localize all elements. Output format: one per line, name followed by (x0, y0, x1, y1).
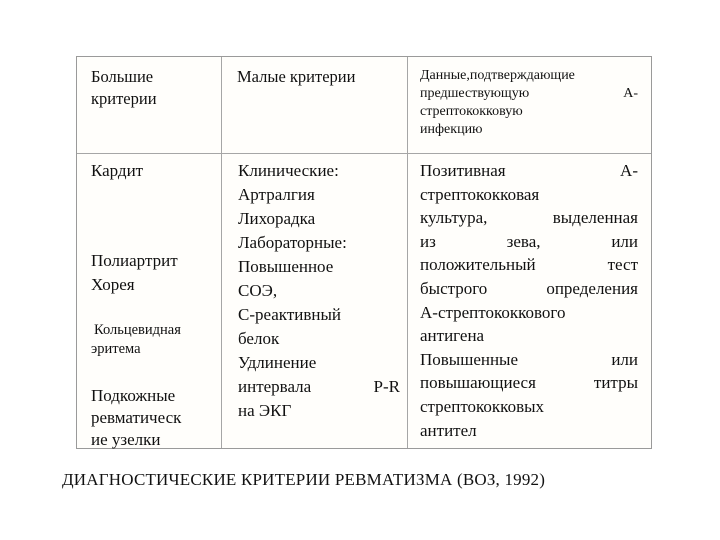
header-evidence-line: инфекцию (420, 122, 483, 137)
evidence-item: А-стрептококкового (420, 302, 566, 322)
minor-criteria-list (238, 159, 400, 423)
major-erythema-line: эритема (91, 341, 141, 357)
evidence-list (420, 159, 638, 442)
header-minor-criteria: Малые критерии (237, 67, 356, 86)
minor-item: Лихорадка (238, 209, 316, 228)
minor-item: СОЭ, (238, 281, 278, 300)
header-evidence-line: Данные,подтверждающие (420, 68, 575, 83)
page-caption: ДИАГНОСТИЧЕСКИЕ КРИТЕРИИ РЕВМАТИЗМА (ВОЗ, 1992) (62, 470, 546, 489)
header-major-criteria (91, 66, 217, 110)
evidence-item: быстрого определения (420, 278, 638, 298)
major-nodules (91, 385, 217, 451)
header-evidence-line: предшествующую А- (420, 86, 638, 101)
evidence-item: Позитивная А- (420, 161, 638, 180)
header-evidence (420, 67, 638, 139)
minor-item: Удлинение (238, 353, 317, 372)
major-erythema-line: Кольцевидная (94, 322, 181, 338)
evidence-item: положительный тест (420, 255, 638, 275)
major-nodules-line: Подкожные (91, 386, 176, 405)
major-carditis: Кардит (91, 161, 144, 180)
major-polyarthritis: Полиартрит (91, 251, 178, 270)
minor-item: Лабораторные: (238, 233, 347, 252)
major-nodules-line: ие узелки (91, 430, 161, 449)
criteria-table (76, 56, 652, 449)
minor-item: Повышенное (238, 257, 334, 276)
evidence-item: повышающиеся титры (420, 373, 638, 393)
header-major-line: критерии (91, 89, 157, 108)
minor-item: на ЭКГ (238, 401, 292, 420)
header-evidence-line: стрептококковую (420, 104, 523, 119)
evidence-item: стрептококковая (420, 184, 540, 204)
evidence-item: культура, выделенная (420, 208, 638, 228)
evidence-item: стрептококковых (420, 396, 545, 416)
minor-item: интервала P-R (238, 377, 400, 396)
minor-item: Клинические: (238, 161, 339, 180)
minor-item: белок (238, 329, 280, 348)
evidence-item: антител (420, 420, 477, 440)
major-chorea: Хорея (91, 275, 135, 294)
major-nodules-line: ревматическ (91, 408, 182, 427)
minor-item: С-реактивный (238, 305, 342, 324)
major-erythema (91, 321, 220, 359)
evidence-item: антигена (420, 326, 485, 346)
header-divider (77, 153, 651, 154)
column-divider (221, 57, 222, 448)
header-major-line: Большие (91, 67, 154, 86)
evidence-item: из зева, или (420, 231, 638, 251)
column-divider (407, 57, 408, 448)
minor-item: Артралгия (238, 185, 315, 204)
evidence-item: Повышенные или (420, 349, 638, 369)
